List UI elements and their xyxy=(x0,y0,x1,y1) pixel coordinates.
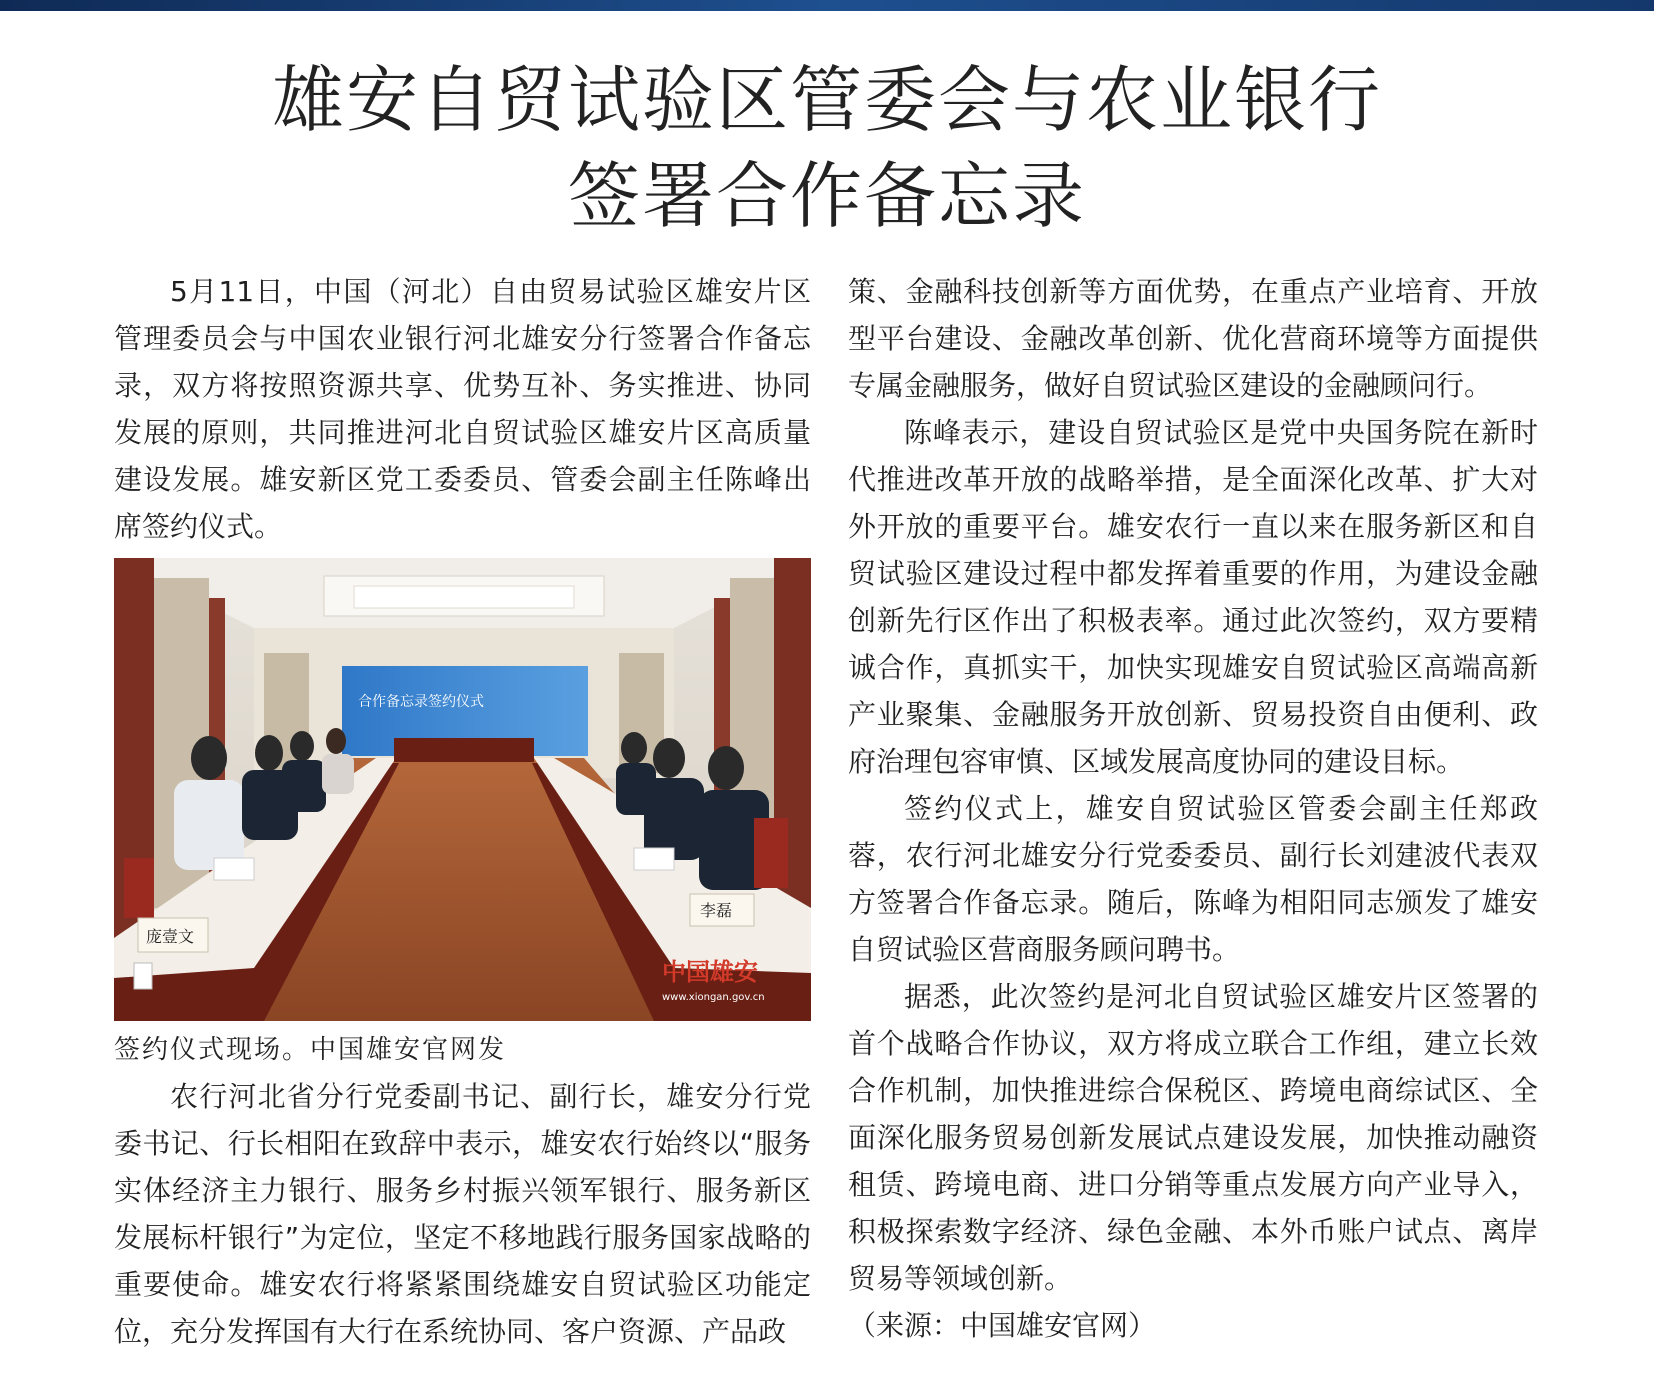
screen-text: 合作备忘录签约仪式 xyxy=(358,694,484,710)
name-card-right-text: 李磊 xyxy=(700,901,733,920)
name-card-left-text: 庞壹文 xyxy=(146,927,195,946)
top-color-bar xyxy=(0,0,1654,11)
article-title-line1: 雄安自贸试验区管委会与农业银行 xyxy=(271,58,1382,142)
paragraph-cooperation: 据悉，此次签约是河北自贸试验区雄安片区签署的首个战略合作协议，双方将成立联合工作组，建立长效合作机制，加快推进综合保税区、跨境电商综试区、全面深化服务贸易创新发展试点建设发展，加快推动融资租赁、跨境电商、进口分销等重点发展方向产业导入，积极探索数字经济、绿色金融、本外币账户试点、离岸贸易等领域创新。 xyxy=(848,980,1538,1295)
paragraph-intro: 5月11日，中国（河北）自由贸易试验区雄安片区管理委员会与中国农业银行河北雄安分行签署合作备忘录，双方将按照资源共享、优势互补、务实推进、协同发展的原则，共同推进河北自贸试验区雄安片区高质量建设发展。雄安新区党工委委员、管委会副主任陈峰出席签约仪式。 xyxy=(114,275,811,543)
article-source: （来源：中国雄安官网） xyxy=(848,1309,1157,1342)
paragraph-signing: 签约仪式上，雄安自贸试验区管委会副主任郑政蓉，农行河北雄安分行党委委员、副行长刘建波代表双方签署合作备忘录。随后，陈峰为相阳同志颁发了雄安自贸试验区营商服务顾问聘书。 xyxy=(848,792,1538,966)
paragraph-chen-feng: 陈峰表示，建设自贸试验区是党中央国务院在新时代推进改革开放的战略举措，是全面深化改革、扩大对外开放的重要平台。雄安农行一直以来在服务新区和自贸试验区建设过程中都发挥着重要的作用，为建设金融创新先行区作出了积极表率。通过此次签约，双方要精诚合作，真抓实干，加快实现雄安自贸试验区高端高新产业聚集、金融服务开放创新、贸易投资自由便利、政府治理包容审慎、区域发展高度协同的建设目标。 xyxy=(848,416,1538,778)
name-card-left xyxy=(138,918,208,952)
name-card-right xyxy=(690,894,754,926)
paragraph-speech-continued: 策、金融科技创新等方面优势，在重点产业培育、开放型平台建设、金融改革创新、优化营商环境等方面提供专属金融服务，做好自贸试验区建设的金融顾问行。 xyxy=(848,275,1538,402)
signing-ceremony-photo xyxy=(114,558,811,1021)
photo-caption: 签约仪式现场。中国雄安官网发 xyxy=(114,1035,507,1065)
photo-watermark-url: www.xiongan.gov.cn xyxy=(662,992,765,1003)
article-title xyxy=(0,52,1654,244)
left-column xyxy=(114,268,811,1355)
photo-watermark: 中国雄安 xyxy=(662,957,758,986)
right-column xyxy=(848,268,1538,1349)
article-title-line2: 签署合作备忘录 xyxy=(567,154,1086,238)
paragraph-speech: 农行河北省分行党委副书记、副行长，雄安分行党委书记、行长相阳在致辞中表示，雄安农行始终以“服务实体经济主力银行、服务乡村振兴领军银行、服务新区发展标杆银行”为定位，坚定不移地践行服务国家战略的重要使命。雄安农行将紧紧围绕雄安自贸试验区功能定位，充分发挥国有大行在系统协同、客户资源、产品政 xyxy=(114,1080,811,1348)
photo-illustration xyxy=(114,558,811,1021)
